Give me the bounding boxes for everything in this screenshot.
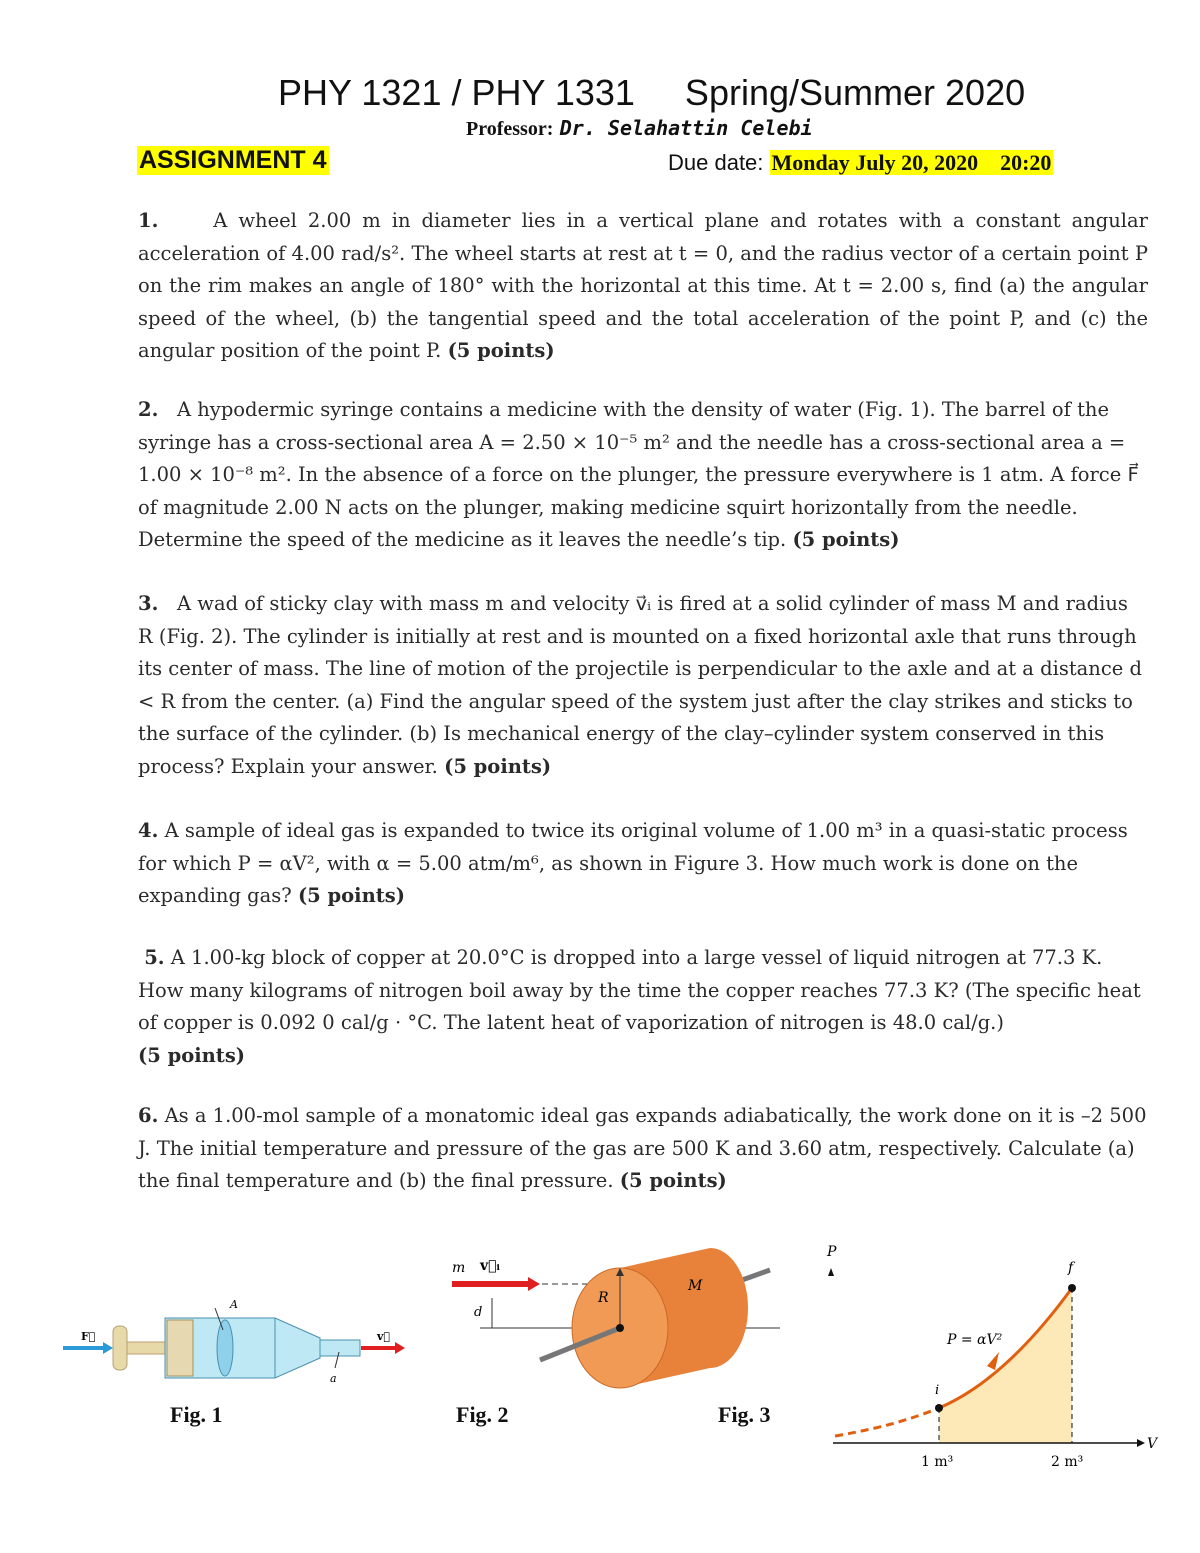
question-points: (5 points) bbox=[792, 528, 900, 551]
plunger-seal bbox=[167, 1320, 193, 1376]
question-points: (5 points) bbox=[447, 339, 555, 362]
due-date bbox=[668, 150, 1053, 176]
center-dot bbox=[616, 1324, 624, 1332]
question-number: 3. bbox=[138, 592, 159, 615]
due-value: Monday July 20, 2020 20:20 bbox=[771, 150, 1052, 175]
question-text: A sample of ideal gas is expanded to twice its original volume of 1.00 m³ in a quasi-static process for which P = αV², with α = 5.00 atm/m⁶, as shown in Figure 3. How much work is done on the expanding gas? bbox=[138, 819, 1128, 907]
plunger-rod bbox=[127, 1342, 167, 1354]
question-number: 5. bbox=[144, 946, 165, 969]
question-4 bbox=[138, 815, 1148, 913]
question-number: 6. bbox=[138, 1104, 159, 1127]
question-text: A wheel 2.00 m in diameter lies in a vertical plane and rotates with a constant angular acceleration of 4.00 rad/s². The wheel starts at rest at t = 0, and the radius vector of a certain point P on the rim makes an angle of 180° with the horizontal at this time. At t = 2.00 s, find (a) the angular speed of the wheel, (b) the tangential speed and the total acceleration of the point P, and (c) the angular position of the point P. bbox=[138, 209, 1148, 362]
velocity-label: v⃗ bbox=[377, 1330, 390, 1343]
label-m: m bbox=[452, 1260, 466, 1276]
v-axis-label: V bbox=[1147, 1436, 1158, 1452]
question-points: (5 points) bbox=[444, 754, 552, 778]
v-axis-arrow bbox=[1137, 1439, 1145, 1447]
question-6 bbox=[138, 1100, 1148, 1198]
professor-line bbox=[466, 116, 813, 141]
label-R: R bbox=[598, 1290, 609, 1306]
course-title: PHY 1321 / PHY 1331 Spring/Summer 2020 bbox=[278, 72, 1026, 113]
p-axis-arrow bbox=[828, 1268, 834, 1276]
question-1 bbox=[138, 205, 1148, 368]
fig3-label: Fig. 3 bbox=[718, 1402, 771, 1427]
assignment-title: ASSIGNMENT 4 bbox=[139, 146, 327, 174]
professor-label: Professor: bbox=[466, 118, 554, 140]
question-points: (5 points) bbox=[619, 1169, 727, 1192]
label-M: M bbox=[688, 1278, 703, 1294]
question-text: As a 1.00-mol sample of a monatomic ideal gas expands adiabatically, the work done on it is –2 500 J. The initial temperature and pressure of the gas are 500 K and 3.60 atm, respectively. Calculate (a) the final temperature and (b) the final pressure. bbox=[138, 1104, 1147, 1192]
force-label: F⃗ bbox=[81, 1330, 96, 1343]
point-f bbox=[1068, 1284, 1076, 1292]
question-5 bbox=[138, 942, 1148, 1072]
question-text: A wad of sticky clay with mass m and velocity v⃗ᵢ is fired at a solid cylinder of mass M and radius R (Fig. 2). The cylinder is initially at rest and is mounted on a fixed horizontal axle that runs through its center of mass. The line of motion of the projectile is perpendicular to the axle and at a distance d < R from the center. (a) Find the angular speed of the system just after the clay strikes and sticks to the surface of the cylinder. (b) Is mechanical energy of the clay–cylinder system conserved in this process? Explain your answer. bbox=[138, 592, 1142, 778]
point-i bbox=[935, 1404, 943, 1412]
p-axis-label: P bbox=[827, 1244, 837, 1260]
force-arrowhead bbox=[103, 1342, 113, 1354]
curve-dashed bbox=[835, 1408, 939, 1436]
question-text: A hypodermic syringe contains a medicine with the density of water (Fig. 1). The barrel of the syringe has a cross-sectional area A = 2.50 × 10⁻⁵ m² and the needle has a cross-sectional area a = 1.00 × 10⁻⁸ m². In the absence of a force on the plunger, the pressure everywhere is 1 atm. A force F⃗ of magnitude 2.00 N acts on the plunger, making medicine squirt horizontally from the needle. Determine the speed of the medicine as it leaves the needle’s tip. bbox=[138, 398, 1139, 551]
plunger-head bbox=[113, 1326, 127, 1370]
question-number: 2. bbox=[138, 398, 159, 421]
clay-arrowhead bbox=[528, 1277, 540, 1291]
professor-name: Dr. Selahattin Celebi bbox=[559, 116, 813, 140]
tick-2m3: 2 m³ bbox=[1051, 1454, 1084, 1470]
figure-2-cylinder bbox=[440, 1240, 790, 1400]
due-label: Due date: bbox=[668, 150, 770, 175]
label-A: A bbox=[230, 1298, 238, 1311]
question-number: 4. bbox=[138, 819, 159, 842]
velocity-arrowhead bbox=[395, 1342, 405, 1354]
label-f: f bbox=[1068, 1260, 1074, 1276]
needle bbox=[320, 1340, 360, 1356]
cross-section-A bbox=[217, 1320, 233, 1376]
figure-3-pv-diagram bbox=[825, 1240, 1165, 1470]
label-i: i bbox=[935, 1383, 940, 1398]
tick-1m3: 1 m³ bbox=[921, 1454, 954, 1470]
label-d: d bbox=[474, 1305, 483, 1320]
fig2-label: Fig. 2 bbox=[456, 1402, 509, 1427]
question-number: 1. bbox=[138, 209, 159, 232]
question-2 bbox=[138, 394, 1148, 557]
label-a: a bbox=[330, 1372, 337, 1385]
figure-1-syringe bbox=[55, 1290, 415, 1400]
question-text: A 1.00-kg block of copper at 20.0°C is dropped into a large vessel of liquid nitrogen at 77.3 K. How many kilograms of nitrogen boil away by the time the copper reaches 77.3 K? (The specific heat of copper is 0.092 0 cal/g · °C. The latent heat of vaporization of nitrogen is 48.0 cal/g.) bbox=[138, 946, 1141, 1034]
question-points: (5 points) bbox=[138, 1043, 246, 1067]
curve-arrow bbox=[987, 1352, 999, 1370]
barrel-taper bbox=[275, 1318, 320, 1378]
curve-label: P = αV² bbox=[947, 1332, 1003, 1348]
fig1-label: Fig. 1 bbox=[170, 1402, 223, 1427]
label-vi: v⃗ᵢ bbox=[480, 1258, 500, 1274]
question-3 bbox=[138, 588, 1148, 783]
question-points: (5 points) bbox=[297, 884, 405, 907]
